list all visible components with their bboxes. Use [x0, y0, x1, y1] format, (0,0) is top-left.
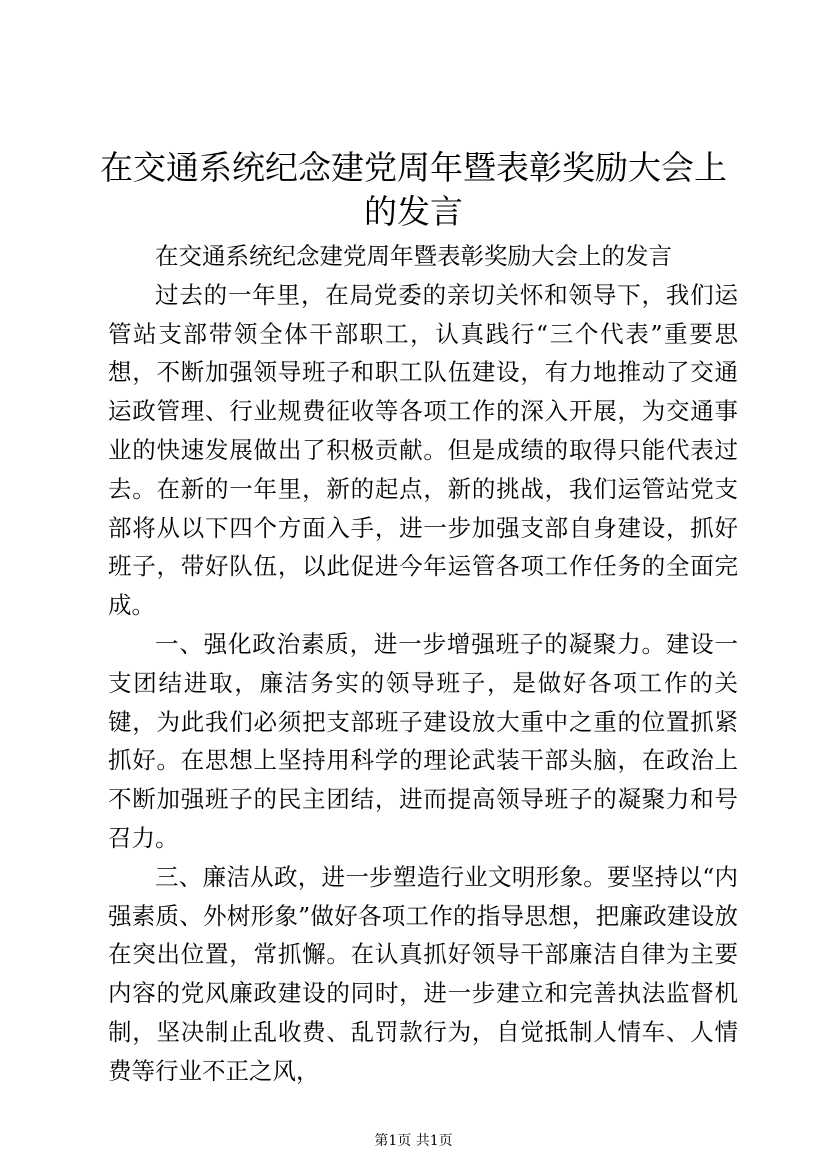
document-title: 在交通系统纪念建党周年暨表彰奖励大会上的发言 [100, 148, 727, 231]
page-footer: 第1页 共1页 [374, 1133, 453, 1149]
paragraph-subtitle: 在交通系统纪念建党周年暨表彰奖励大会上的发言 [155, 242, 672, 270]
paragraph-point-three: 三、廉洁从政，进一步塑造行业文明形象。要坚持以“内强素质、外树形象”做好各项工作的指导思想，把廉政建设放在突出位置，常抓懈。在认真抓好领导干部廉洁自律为主要内容的党风廉政建设的同时，进一步建立和完善执法监督机制，坚决制止乱收费、乱罚款行为，自觉抵制人情车、人情费等行业不正之风， [108, 862, 738, 1085]
paragraph-point-one: 一、强化政治素质，进一步增强班子的凝聚力。建设一支团结进取，廉洁务实的领导班子，是做好各项工作的关键，为此我们必须把支部班子建设放大重中之重的位置抓紧抓好。在思想上坚持用科学的理论武装干部头脑，在政治上不断加强班子的民主团结，进而提高领导班子的凝聚力和号召力。 [108, 629, 738, 852]
paragraph-intro: 过去的一年里，在局党委的亲切关怀和领导下，我们运管站支部带领全体干部职工，认真践行“三个代表”重要思想，不断加强领导班子和职工队伍建设，有力地推动了交通运政管理、行业规费征收等各项工作的深入开展，为交通事业的快速发展做出了积极贡献。但是成绩的取得只能代表过去。在新的一年里，新的起点，新的挑战，我们运管站党支部将从以下四个方面入手，进一步加强支部自身建设，抓好班子，带好队伍，以此促进今年运管各项工作任务的全面完成。 [108, 280, 738, 620]
document-body [108, 237, 738, 1091]
